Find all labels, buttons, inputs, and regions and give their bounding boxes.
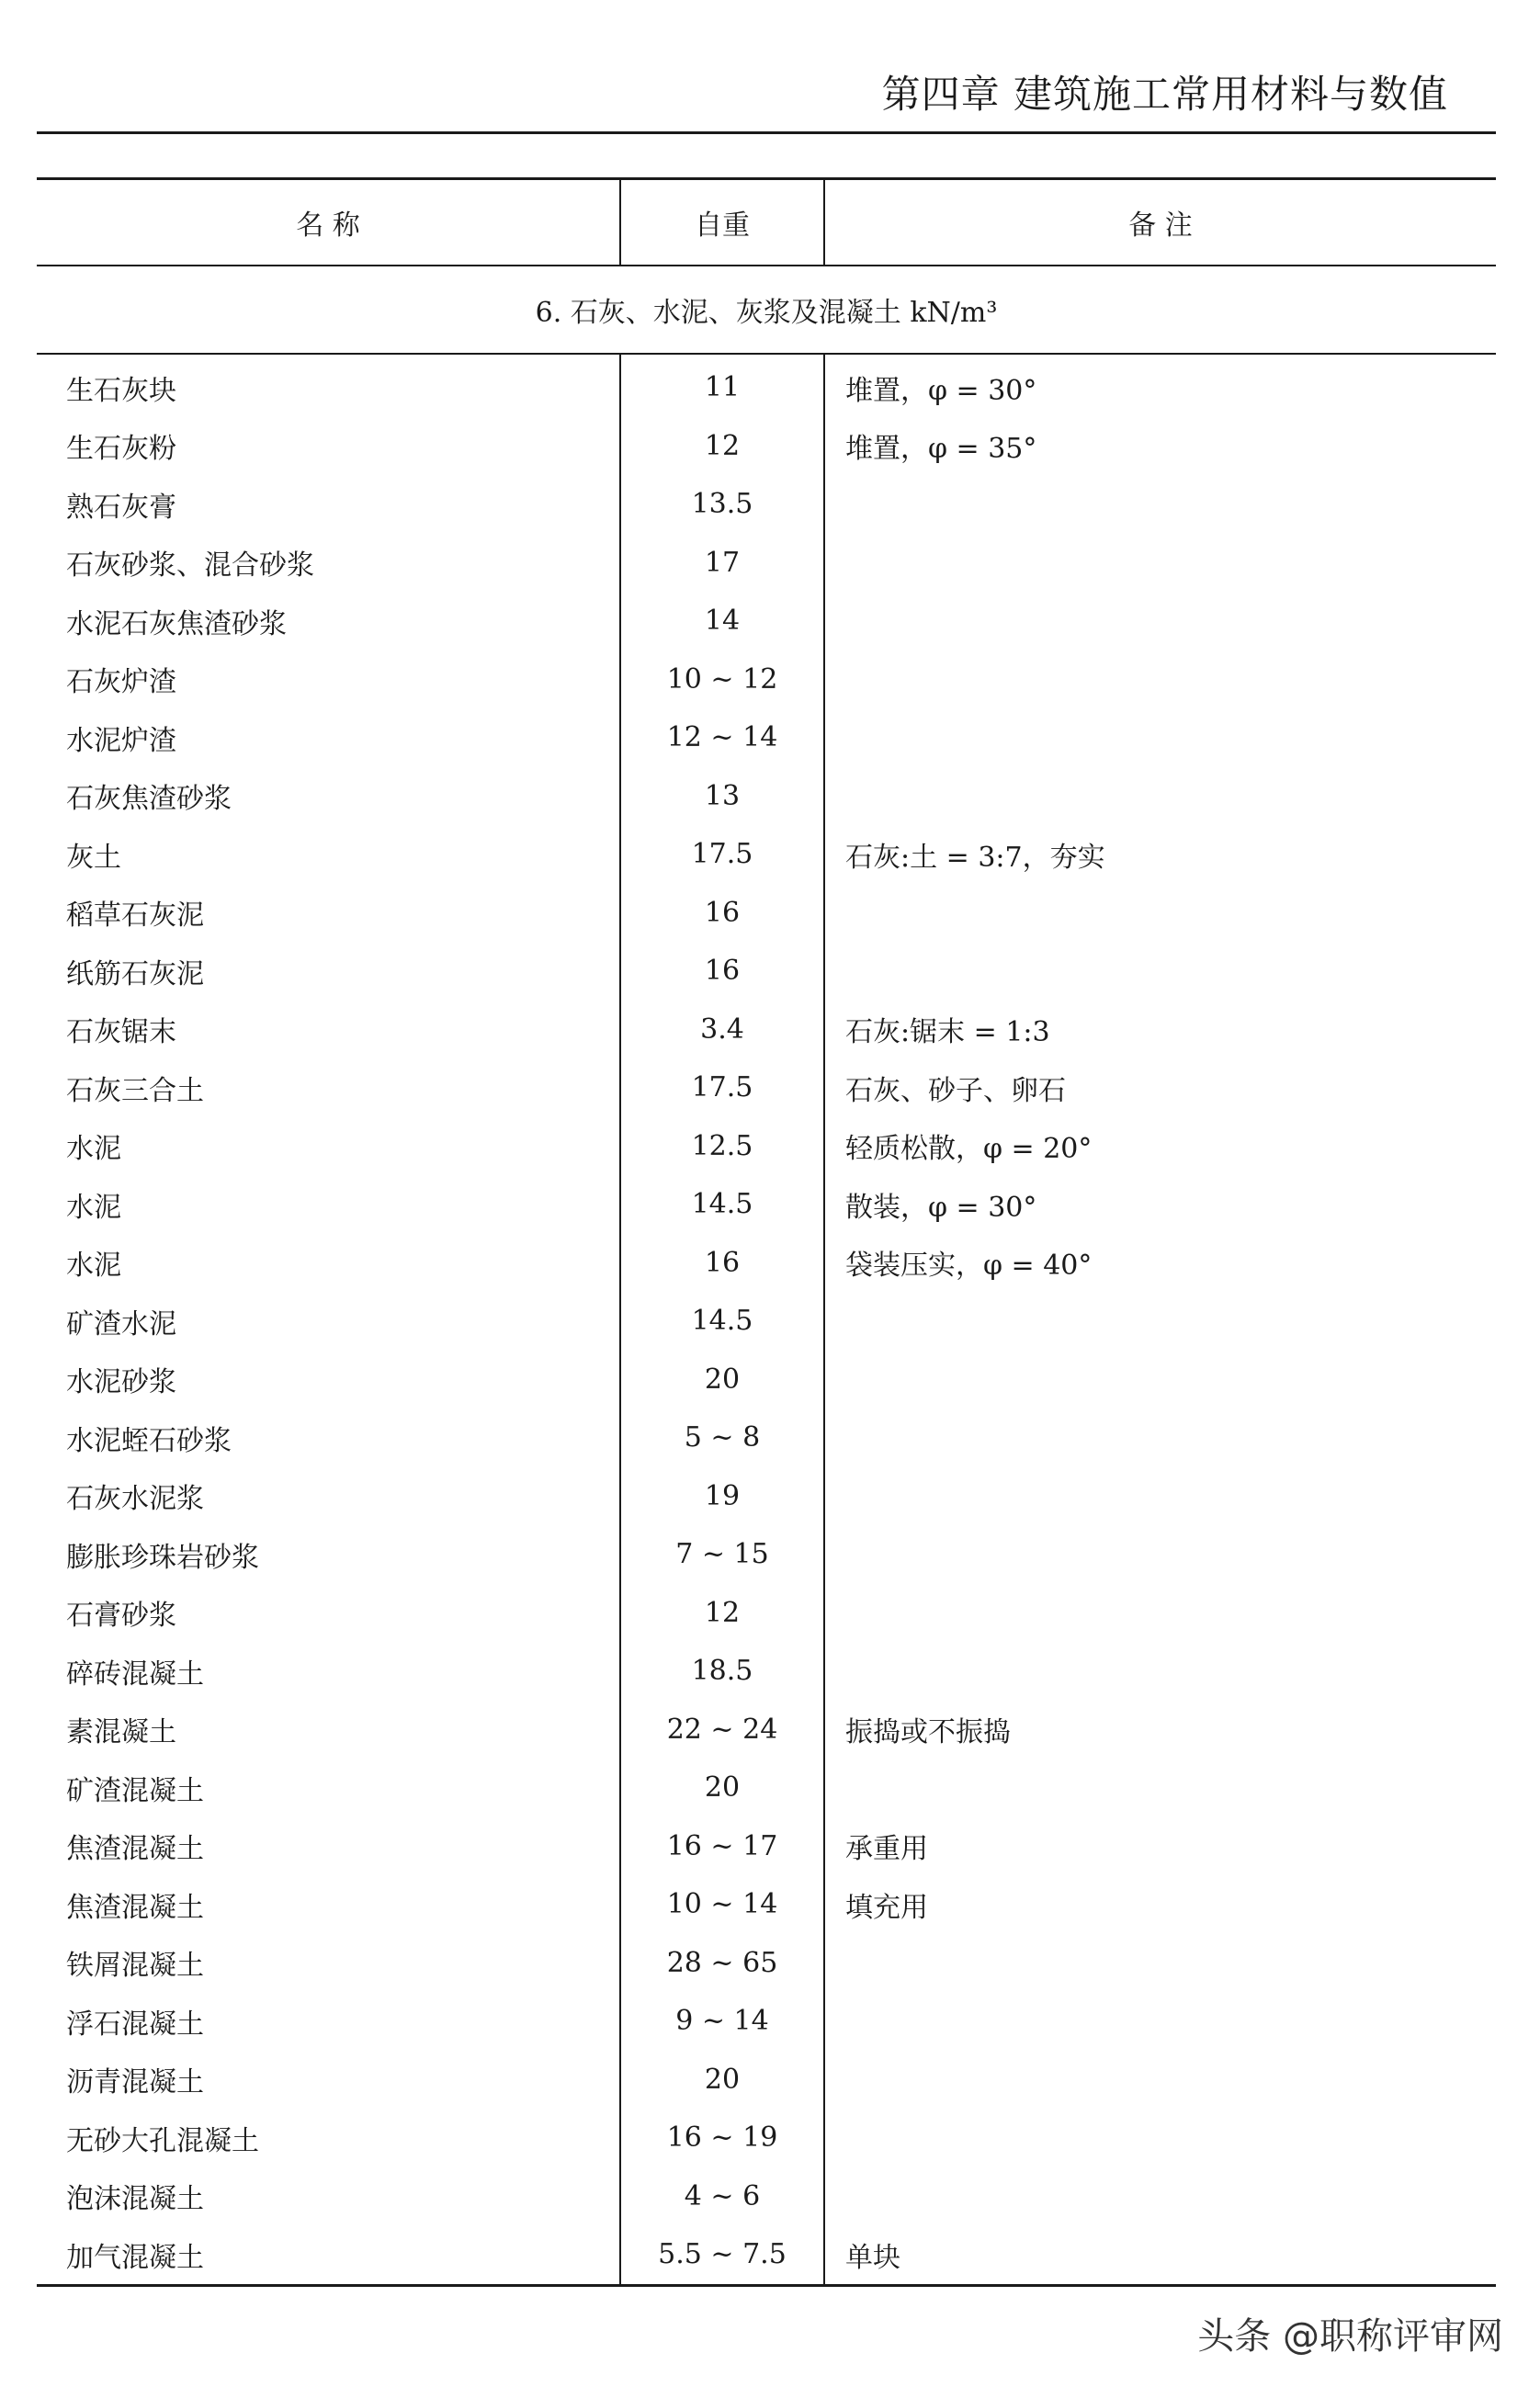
cell-name: 水泥蛭石砂浆 — [66, 1424, 232, 1457]
cell-name: 水泥 — [66, 1191, 121, 1224]
table-row — [37, 884, 1496, 943]
table-row — [37, 1351, 1496, 1409]
chapter-title: 第四章 建筑施工常用材料与数值 — [881, 72, 1448, 117]
cell-weight: 13.5 — [620, 475, 824, 534]
cell-weight: 7 ~ 15 — [620, 1525, 824, 1584]
table-row — [37, 1467, 1496, 1526]
cell-weight: 5.5 ~ 7.5 — [620, 2225, 824, 2285]
cell-weight: 10 ~ 14 — [620, 1875, 824, 1934]
cell-note — [824, 1351, 1496, 1409]
table-row — [37, 825, 1496, 884]
cell-weight: 17 — [620, 534, 824, 593]
cell-weight: 12 — [620, 1584, 824, 1643]
cell-note — [824, 1292, 1496, 1351]
material-weight-table — [37, 177, 1496, 2287]
cell-weight: 16 ~ 19 — [620, 2109, 824, 2167]
column-header-note: 备 注 — [824, 179, 1496, 266]
table-row — [37, 2109, 1496, 2167]
cell-weight: 3.4 — [620, 1001, 824, 1059]
table-row — [37, 1642, 1496, 1701]
watermark: 头条 @职称评审网 — [1197, 2315, 1503, 2358]
cell-weight: 13 — [620, 767, 824, 826]
cell-name: 焦渣混凝土 — [66, 1891, 204, 1924]
cell-weight: 14.5 — [620, 1292, 824, 1351]
cell-weight: 12 ~ 14 — [620, 708, 824, 767]
cell-note — [824, 592, 1496, 650]
cell-note: 单块 — [824, 2225, 1496, 2285]
table-row — [37, 354, 1496, 417]
cell-note: 承重用 — [845, 1833, 928, 1866]
table-row — [37, 1992, 1496, 2051]
cell-note — [824, 2167, 1496, 2226]
cell-note — [824, 475, 1496, 534]
cell-name: 水泥石灰焦渣砂浆 — [66, 607, 287, 640]
table-row — [37, 1817, 1496, 1876]
cell-name: 水泥炉渣 — [66, 724, 176, 757]
cell-weight: 17.5 — [620, 825, 824, 884]
cell-name: 石灰三合土 — [66, 1074, 204, 1107]
table-row — [37, 2225, 1496, 2285]
table-row — [37, 708, 1496, 767]
cell-weight: 11 — [620, 354, 824, 417]
cell-weight: 20 — [620, 2051, 824, 2110]
cell-note — [824, 2051, 1496, 2110]
table-row — [37, 1175, 1496, 1234]
table — [37, 177, 1496, 2287]
cell-note: 堆置，φ = 30° — [845, 374, 1037, 407]
cell-note: 石灰:土 = 3:7，夯实 — [845, 841, 1105, 874]
cell-name: 水泥砂浆 — [66, 1366, 176, 1399]
cell-weight: 18.5 — [620, 1642, 824, 1701]
cell-weight: 20 — [620, 1759, 824, 1817]
table-row — [37, 650, 1496, 709]
cell-name: 生石灰块 — [66, 374, 176, 407]
cell-weight: 10 ~ 12 — [620, 650, 824, 709]
cell-name: 沥青混凝土 — [66, 2066, 204, 2099]
cell-name: 石灰锯末 — [66, 1016, 176, 1049]
table-header-row — [37, 179, 1496, 266]
table-row — [37, 1934, 1496, 1993]
cell-weight: 4 ~ 6 — [620, 2167, 824, 2226]
cell-note: 堆置，φ = 35° — [845, 433, 1037, 466]
table-row — [37, 534, 1496, 593]
cell-note — [824, 650, 1496, 709]
cell-note: 散装，φ = 30° — [845, 1191, 1037, 1224]
column-header-name: 名 称 — [37, 179, 620, 266]
cell-name: 石灰炉渣 — [66, 666, 176, 699]
table-row — [37, 942, 1496, 1001]
table-row — [37, 475, 1496, 534]
header-rule — [37, 131, 1496, 134]
table-row — [37, 1292, 1496, 1351]
cell-note — [824, 1467, 1496, 1526]
cell-note — [824, 1759, 1496, 1817]
section-row — [37, 266, 1496, 354]
table-row — [37, 417, 1496, 476]
table-row — [37, 767, 1496, 826]
cell-name: 矿渣水泥 — [66, 1307, 176, 1341]
section-title: 6. 石灰、水泥、灰浆及混凝土 kN/m³ — [37, 266, 1496, 354]
cell-weight: 22 ~ 24 — [620, 1701, 824, 1759]
cell-weight: 9 ~ 14 — [620, 1992, 824, 2051]
cell-name: 焦渣混凝土 — [66, 1833, 204, 1866]
cell-weight: 12 — [620, 417, 824, 476]
cell-note — [824, 1584, 1496, 1643]
cell-name: 铁屑混凝土 — [66, 1950, 204, 1983]
cell-weight: 12.5 — [620, 1117, 824, 1176]
cell-weight: 16 ~ 17 — [620, 1817, 824, 1876]
cell-name: 熟石灰膏 — [66, 491, 176, 524]
cell-note: 填充用 — [845, 1891, 928, 1924]
table-row — [37, 2051, 1496, 2110]
table-row — [37, 1058, 1496, 1117]
table-row — [37, 592, 1496, 650]
cell-name: 水泥 — [66, 1250, 121, 1283]
cell-name: 石灰砂浆、混合砂浆 — [66, 549, 314, 583]
cell-name: 矿渣混凝土 — [66, 1774, 204, 1807]
cell-name: 浮石混凝土 — [66, 2008, 204, 2041]
cell-name: 生石灰粉 — [66, 433, 176, 466]
cell-name: 石灰水泥浆 — [66, 1483, 204, 1516]
table-row — [37, 1001, 1496, 1059]
cell-name: 加气混凝土 — [37, 2225, 620, 2285]
cell-note — [824, 767, 1496, 826]
cell-note — [824, 1992, 1496, 2051]
cell-name: 纸筋石灰泥 — [66, 957, 204, 990]
table-body — [37, 354, 1496, 2285]
cell-weight: 14 — [620, 592, 824, 650]
cell-note — [824, 534, 1496, 593]
cell-name: 膨胀珍珠岩砂浆 — [66, 1541, 259, 1574]
cell-note: 袋装压实，φ = 40° — [845, 1250, 1093, 1283]
cell-note — [824, 1408, 1496, 1467]
cell-weight: 28 ~ 65 — [620, 1934, 824, 1993]
column-header-weight: 自重 — [620, 179, 824, 266]
cell-name: 泡沫混凝土 — [66, 2183, 204, 2216]
cell-name: 稻草石灰泥 — [66, 899, 204, 933]
table-row — [37, 1759, 1496, 1817]
cell-weight: 16 — [620, 942, 824, 1001]
cell-name: 水泥 — [66, 1133, 121, 1166]
table-row — [37, 2167, 1496, 2226]
cell-weight: 14.5 — [620, 1175, 824, 1234]
cell-note — [824, 1525, 1496, 1584]
cell-note: 振捣或不振捣 — [845, 1716, 1011, 1749]
cell-note — [824, 884, 1496, 943]
cell-name: 石灰焦渣砂浆 — [66, 783, 232, 816]
table-row — [37, 1584, 1496, 1643]
cell-name: 素混凝土 — [66, 1716, 176, 1749]
cell-note: 轻质松散，φ = 20° — [845, 1133, 1093, 1166]
table-row — [37, 1408, 1496, 1467]
table-row — [37, 1234, 1496, 1293]
cell-note: 石灰、砂子、卵石 — [845, 1074, 1066, 1107]
cell-weight: 16 — [620, 884, 824, 943]
table-row — [37, 1117, 1496, 1176]
cell-note — [824, 2109, 1496, 2167]
cell-weight: 5 ~ 8 — [620, 1408, 824, 1467]
table-row — [37, 1525, 1496, 1584]
cell-note — [824, 1934, 1496, 1993]
cell-note — [824, 708, 1496, 767]
cell-note — [824, 942, 1496, 1001]
cell-weight: 20 — [620, 1351, 824, 1409]
cell-name: 碎砖混凝土 — [66, 1657, 204, 1691]
cell-name: 石膏砂浆 — [66, 1600, 176, 1633]
cell-note: 石灰:锯末 = 1:3 — [845, 1016, 1050, 1049]
cell-weight: 19 — [620, 1467, 824, 1526]
cell-note — [824, 1642, 1496, 1701]
cell-weight: 16 — [620, 1234, 824, 1293]
cell-weight: 17.5 — [620, 1058, 824, 1117]
table-row — [37, 1875, 1496, 1934]
cell-name: 灰土 — [66, 841, 121, 874]
cell-name: 无砂大孔混凝土 — [66, 2124, 259, 2157]
table-row — [37, 1701, 1496, 1759]
